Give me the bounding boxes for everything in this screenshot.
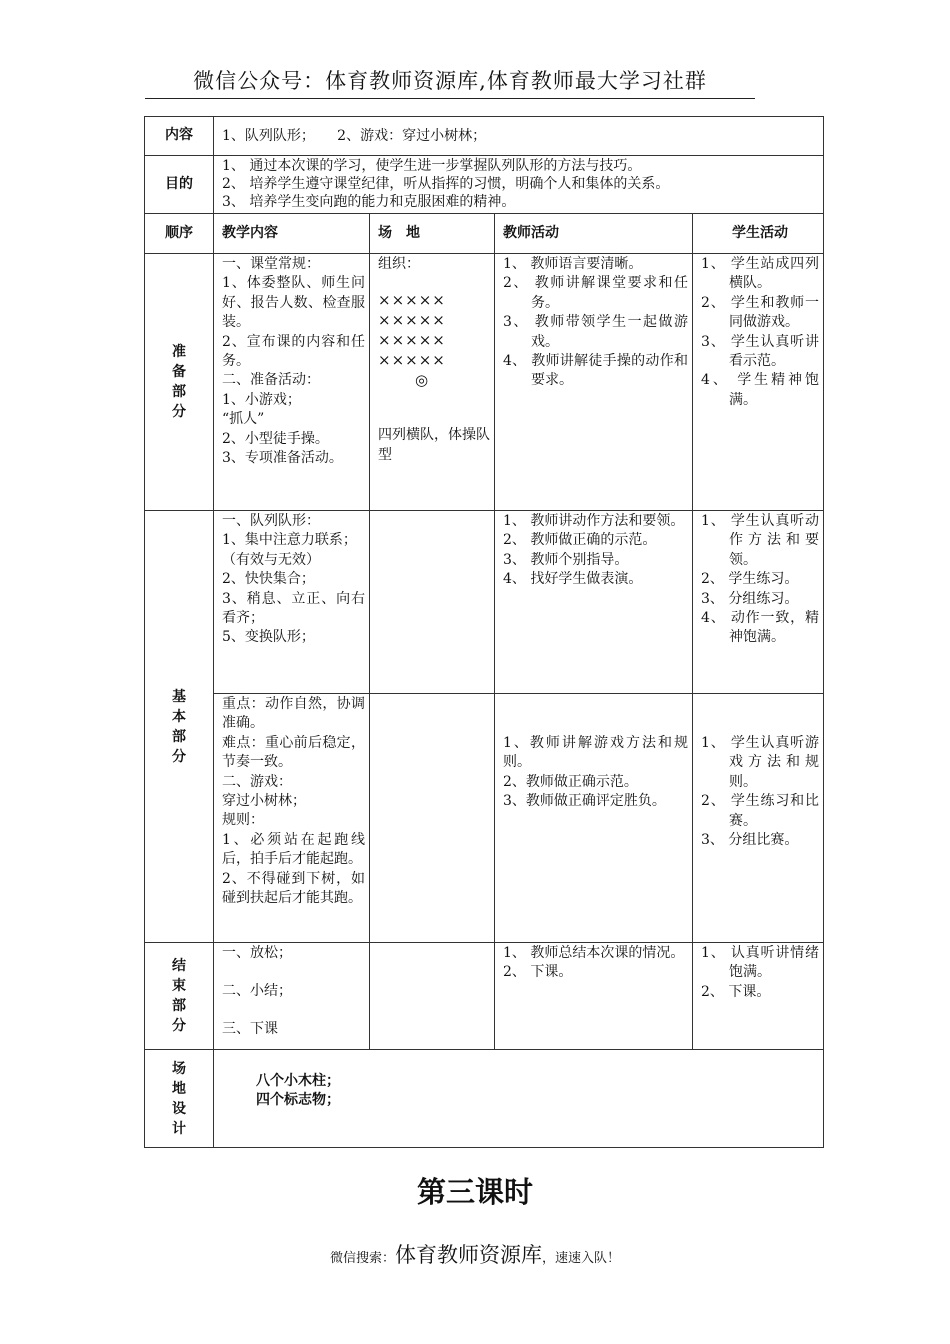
site-row [145, 1050, 824, 1148]
end-venue [370, 943, 495, 1050]
formation-diagram [378, 290, 490, 390]
lesson-plan-table [144, 116, 824, 1148]
prep-label: 准备部分 [145, 254, 214, 511]
basic-teaching-a: 一、队列队形： 1、集中注意力联系； （有效与无效） 2、快快集合； 3、稍息、立正、向右看齐； 5、变换队形； [214, 511, 370, 694]
end-teaching: 一、放松； 二、小结； 三、下课 [214, 943, 370, 1050]
basic-row-a [145, 511, 824, 694]
footer-prefix: 微信搜索： [329, 1251, 395, 1266]
end-student: 1、 认真听讲情绪饱满。 2、 下课。 [693, 943, 824, 1050]
header-banner: 微信公众号：体育教师资源库,体育教师最大学习社群 [193, 69, 707, 93]
footer-main: 体育教师资源库 [395, 1243, 542, 1267]
footer-suffix: ，速速入队！ [542, 1251, 621, 1266]
basic-teacher-a: 1、 教师讲动作方法和要领。 2、 教师做正确的示范。 3、 教师个别指导。 4、 找好学生做表演。 [495, 511, 693, 694]
venue-org-label: 组织： [378, 256, 420, 272]
col-header-venue: 场 地 [370, 214, 495, 254]
site-item: 八个小木柱； [256, 1073, 340, 1089]
col-header-teaching: 教学内容 [214, 214, 370, 254]
prep-venue [370, 254, 495, 511]
goal-item: 1、 通过本次课的学习，使学生进一步掌握队列队形的方法与技巧。 [222, 158, 642, 174]
col-header-teacher: 教师活动 [495, 214, 693, 254]
goal-label: 目的 [145, 156, 214, 214]
footer [0, 1239, 950, 1269]
goal-list [214, 156, 824, 214]
column-header-row [145, 214, 824, 254]
basic-row-b [145, 694, 824, 943]
basic-teaching-b: 重点：动作自然，协调准确。 难点：重心前后稳定，节奏一致。 二、游戏： 穿过小树林； 规则： 1、必须站在起跑线后，拍手后才能起跑。 2、不得碰到下树，如碰到扶起后才能其跑。 [214, 694, 370, 943]
header-divider [145, 98, 755, 99]
prep-row [145, 254, 824, 511]
prep-student: 1、 学生站成四列横队。 2、 学生和教师一同做游戏。 3、 学生认真听讲看示范。 4、 学生精神饱满。 [693, 254, 824, 511]
end-label: 结束部分 [145, 943, 214, 1050]
goal-item: 3、 培养学生变向跑的能力和克服困难的精神。 [222, 194, 516, 210]
formation-row: ××××× [378, 291, 446, 310]
site-items [214, 1050, 824, 1148]
formation-row: ××××× [378, 351, 446, 370]
basic-student-b: 1、 学生认真听游戏方法和规则。 2、 学生练习和比赛。 3、 分组比赛。 [693, 694, 824, 943]
basic-label: 基本部分 [145, 511, 214, 943]
prep-teaching: 一、课堂常规： 1、体委整队、师生问好、报告人数、检查服装。 2、宣布课的内容和任务。 二、准备活动： 1、小游戏； “抓人” 2、小型徒手操。 3、专项准备活动。 [214, 254, 370, 511]
content-label: 内容 [145, 117, 214, 156]
basic-teacher-b: 1、教师讲解游戏方法和规则。 2、教师做正确示范。 3、教师做正确评定胜负。 [495, 694, 693, 943]
basic-venue-a [370, 511, 495, 694]
content-text: 1、队列队形； 2、游戏：穿过小树林； [214, 117, 824, 156]
goal-item: 2、 培养学生遵守课堂纪律，听从指挥的习惯，明确个人和集体的关系。 [222, 176, 670, 192]
site-item: 四个标志物； [256, 1092, 340, 1109]
section-title: 第三课时 [416, 1175, 533, 1209]
teacher-position-icon: ◎ [414, 371, 430, 390]
basic-student-a: 1、 学生认真听动作方法和要领。 2、 学生练习。 3、 分组练习。 4、 动作一致，精神饱满。 [693, 511, 824, 694]
prep-teacher: 1、 教师语言要清晰。 2、 教师讲解课堂要求和任务。 3、 教师带领学生一起做游戏。 4、 教师讲解徒手操的动作和要求。 [495, 254, 693, 511]
col-header-order: 顺序 [145, 214, 214, 254]
formation-row: ××××× [378, 331, 446, 350]
end-teacher: 1、 教师总结本次课的情况。 2、 下课。 [495, 943, 693, 1050]
end-row [145, 943, 824, 1050]
goal-row [145, 156, 824, 214]
formation-row: ××××× [378, 311, 446, 330]
basic-venue-b [370, 694, 495, 943]
venue-note: 四列横队，体操队型 [378, 427, 490, 463]
content-row [145, 117, 824, 156]
site-label: 场地设计 [145, 1050, 214, 1148]
col-header-student: 学生活动 [693, 214, 824, 254]
